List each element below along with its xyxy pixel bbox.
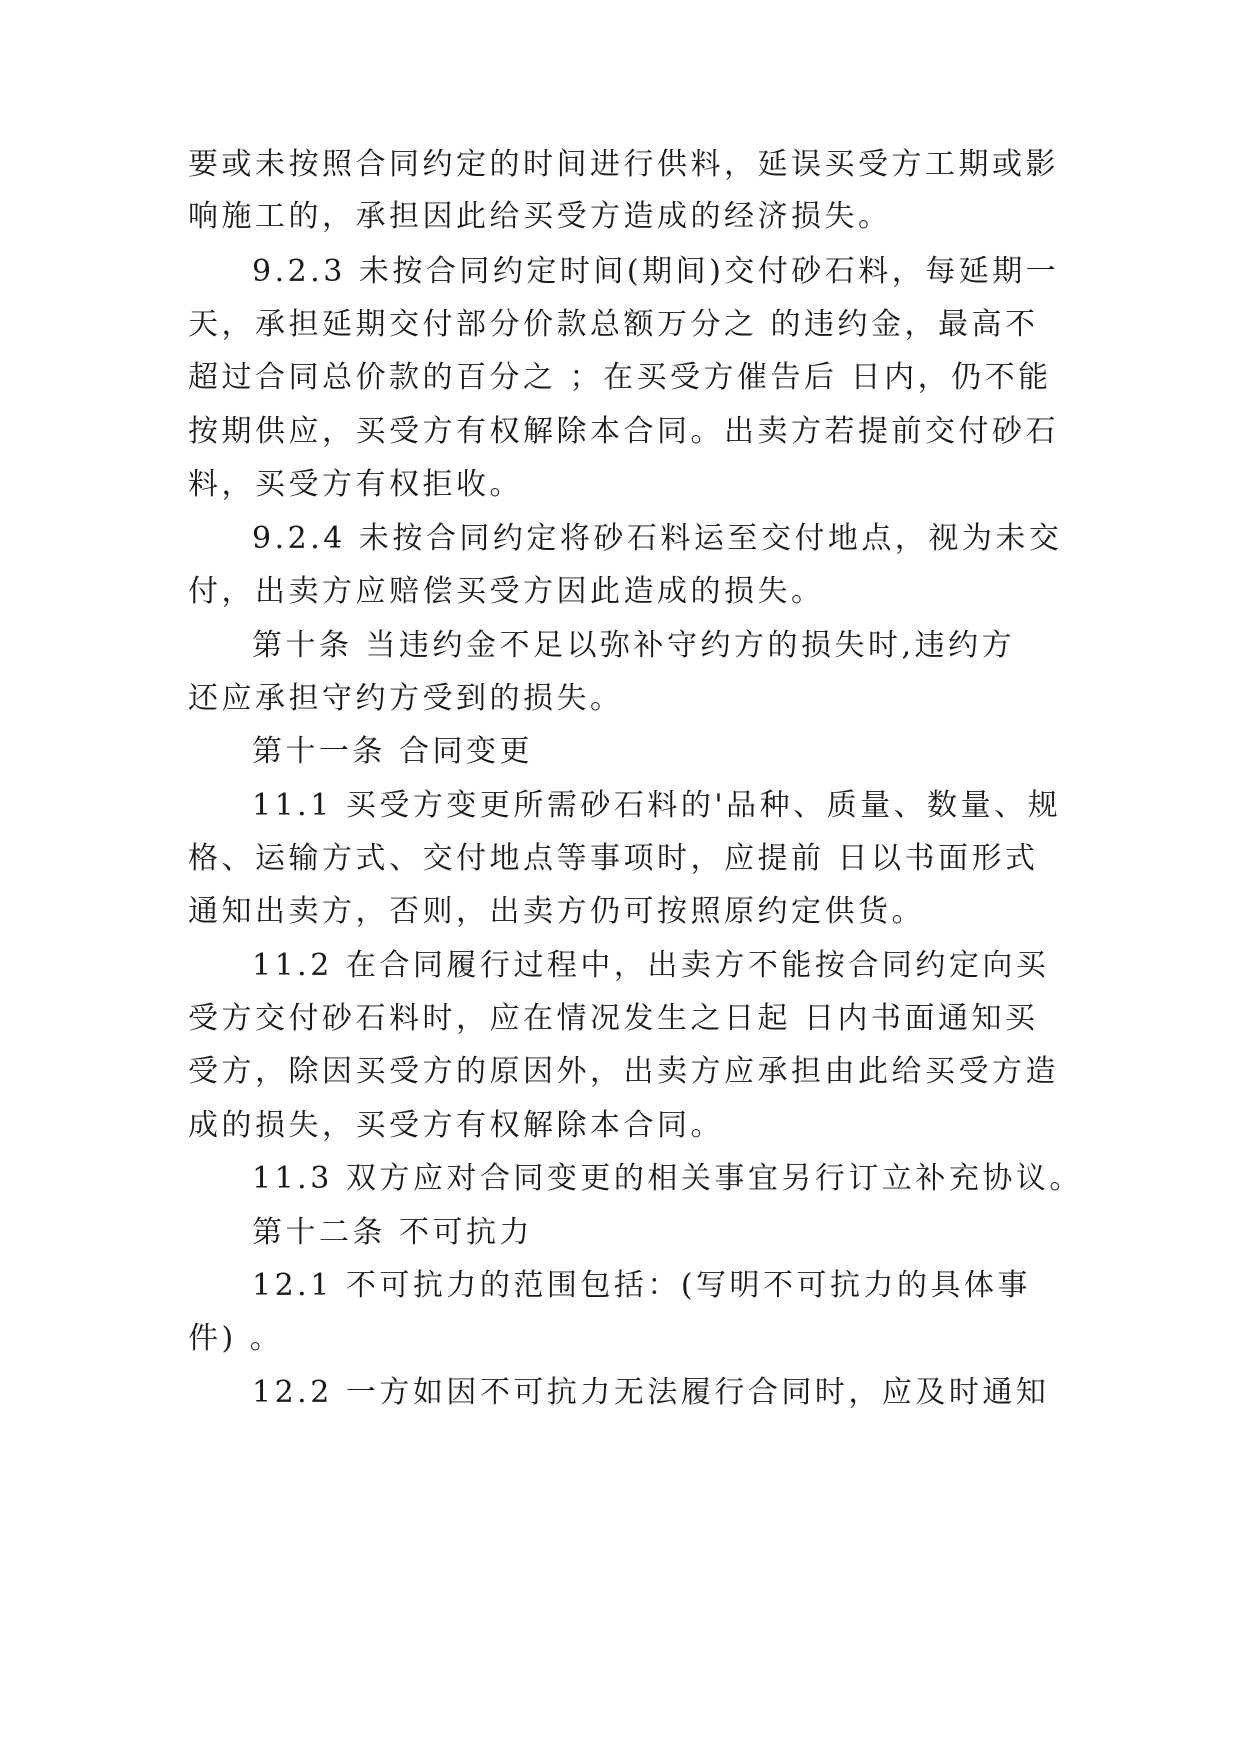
text-line: 响施工的，承担因此给买受方造成的经济损失。 xyxy=(188,199,892,234)
article-12-heading: 第十二条 不可抗力 xyxy=(252,1215,534,1250)
text-line: 受方，除因买受方的原因外，出卖方应承担由此给买受方造 xyxy=(188,1054,1059,1089)
text-line: 格、运输方式、交付地点等事项时，应提前 日以书面形式 xyxy=(188,841,1039,876)
text-line: 付，出卖方应赔偿买受方因此造成的损失。 xyxy=(188,574,825,609)
clause-11-1-line: 11.1 买受方变更所需砂石料的'品种、质量、数量、规 xyxy=(252,788,1062,823)
text-line: 受方交付砂石料时，应在情况发生之日起 日内书面通知买 xyxy=(188,1001,1039,1036)
text-line: 还应承担守约方受到的损失。 xyxy=(188,681,624,716)
clause-12-2-line: 12.2 一方如因不可抗力无法履行合同时，应及时通知 xyxy=(252,1375,1050,1410)
text-line: 通知出卖方，否则，出卖方仍可按照原约定供货。 xyxy=(188,894,925,929)
text-line: 件) 。 xyxy=(188,1321,284,1356)
article-10-line: 第十条 当违约金不足以弥补守约方的损失时,违约方 xyxy=(252,628,1016,663)
clause-9-2-3-line: 9.2.3 未按合同约定时间(期间)交付砂石料，每延期一 xyxy=(252,254,1060,289)
text-line: 天，承担延期交付部分价款总额万分之 的违约金，最高不 xyxy=(188,307,1039,342)
text-line: 超过合同总价款的百分之 ；在买受方催告后 日内，仍不能 xyxy=(188,360,1052,395)
clause-11-3-line: 11.3 双方应对合同变更的相关事宜另行订立补充协议。 xyxy=(252,1161,1083,1196)
clause-12-1-line: 12.1 不可抗力的范围包括：(写明不可抗力的具体事 xyxy=(252,1268,1032,1303)
text-line: 要或未按照合同约定的时间进行供料，延误买受方工期或影 xyxy=(188,147,1059,182)
article-11-heading: 第十一条 合同变更 xyxy=(252,734,534,769)
text-line: 料，买受方有权拒收。 xyxy=(188,467,523,502)
text-line: 成的损失，买受方有权解除本合同。 xyxy=(188,1108,724,1143)
clause-11-2-line: 11.2 在合同履行过程中，出卖方不能按合同约定向买 xyxy=(252,948,1050,983)
text-line: 按期供应，买受方有权解除本合同。出卖方若提前交付砂石 xyxy=(188,414,1059,449)
clause-9-2-4-line: 9.2.4 未按合同约定将砂石料运至交付地点，视为未交 xyxy=(252,521,1063,556)
